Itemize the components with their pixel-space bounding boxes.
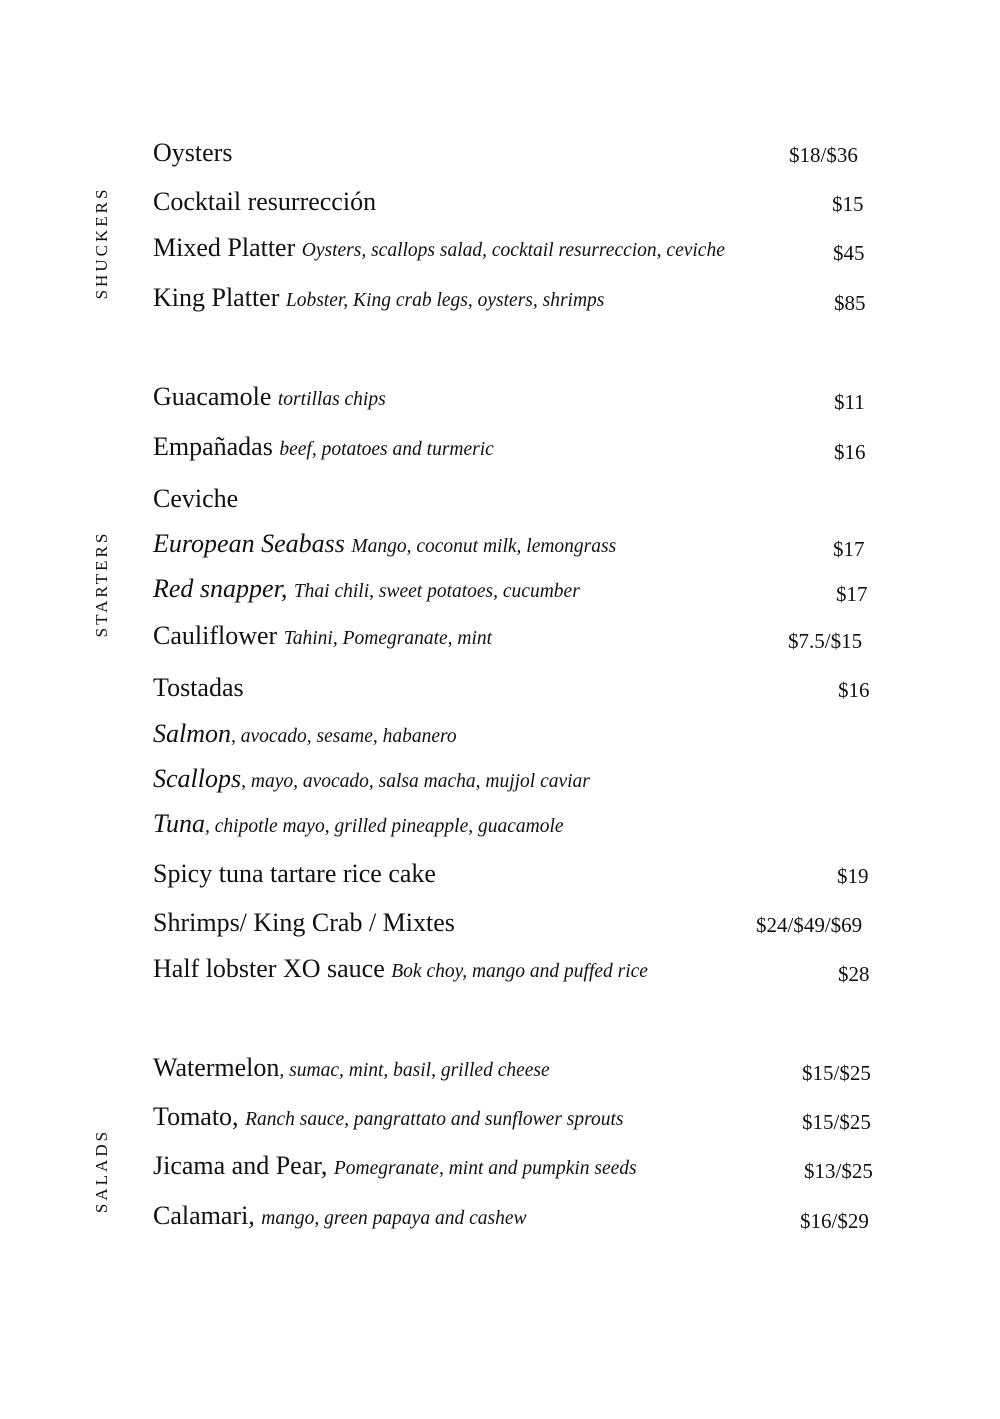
item-name-line	[153, 673, 244, 703]
item-name: Oysters	[153, 138, 233, 167]
menu-item-tomato	[0, 1103, 1000, 1143]
menu-item-calamari	[0, 1202, 1000, 1242]
menu-item-shrimps-king-crab	[0, 906, 1000, 946]
item-description: Mango, coconut milk, lemongrass	[351, 536, 617, 557]
menu-item-tostadas	[0, 671, 1000, 711]
item-name-line	[153, 529, 616, 562]
item-price: $15/$25	[802, 1061, 871, 1085]
item-name-line	[153, 233, 725, 266]
section-label-salads: SALADS	[92, 1128, 111, 1214]
item-name: Empañadas	[153, 432, 273, 461]
menu-item-scallops	[0, 765, 1000, 805]
menu-item-jicama-pear	[0, 1152, 1000, 1192]
item-price: $16	[834, 440, 866, 464]
item-name: Ceviche	[153, 484, 239, 513]
item-name-line	[153, 719, 457, 752]
item-name: Calamari,	[153, 1201, 255, 1230]
item-description: , sumac, mint, basil, grilled cheese	[279, 1060, 550, 1081]
item-price: $17	[836, 582, 868, 606]
menu-item-half-lobster	[0, 955, 1000, 995]
item-name: King Platter	[153, 283, 280, 312]
menu-item-oysters	[0, 136, 1000, 176]
menu-item-mixed-platter	[0, 234, 1000, 274]
item-name: European Seabass	[153, 529, 345, 558]
section-label-starters: STARTERS	[92, 530, 111, 638]
menu-item-ceviche	[0, 482, 1000, 522]
item-name-line	[153, 1201, 527, 1234]
item-name-line	[153, 283, 604, 316]
item-price: $13/$25	[804, 1159, 873, 1183]
menu-item-european-seabass	[0, 530, 1000, 570]
item-description: mango, green papaya and cashew	[261, 1208, 527, 1229]
menu-item-empanadas	[0, 433, 1000, 473]
item-price: $18/$36	[789, 143, 858, 167]
item-name-line	[153, 1102, 624, 1135]
item-name: Jicama and Pear,	[153, 1151, 328, 1180]
item-name-line	[153, 1151, 637, 1184]
menu-item-salmon	[0, 720, 1000, 760]
item-description: Oysters, scallops salad, cocktail resurreccion, ceviche	[301, 240, 725, 261]
item-name-line	[153, 954, 648, 987]
item-price: $19	[837, 864, 869, 888]
item-price: $7.5/$15	[788, 629, 863, 653]
item-description: Bok choy, mango and puffed rice	[391, 961, 648, 982]
item-name-line	[153, 574, 580, 607]
item-name: Tuna	[153, 809, 206, 838]
item-name: Red snapper,	[153, 574, 288, 603]
menu-item-red-snapper	[0, 575, 1000, 615]
item-price: $11	[834, 390, 865, 414]
item-description: Thai chili, sweet potatoes, cucumber	[293, 581, 580, 602]
item-price: $16/$29	[800, 1209, 869, 1233]
item-name-line	[153, 138, 232, 168]
menu-item-cocktail	[0, 185, 1000, 225]
item-name: Watermelon	[153, 1053, 280, 1082]
menu-item-spicy-tuna	[0, 857, 1000, 897]
section-label-shuckers: SHUCKERS	[92, 186, 111, 300]
item-name: Half lobster XO sauce	[153, 954, 385, 983]
item-description: Lobster, King crab legs, oysters, shrimps	[285, 290, 605, 311]
item-name: Scallops	[153, 764, 242, 793]
item-name: Cocktail resurrección	[153, 187, 377, 216]
item-name-line	[153, 621, 492, 654]
item-description: Ranch sauce, pangrattato and sunflower sprouts	[245, 1109, 624, 1130]
item-name-line	[153, 809, 564, 842]
item-name: Cauliflower	[153, 621, 278, 650]
item-name: Mixed Platter	[153, 233, 296, 262]
item-name-line	[153, 859, 436, 889]
item-description: , avocado, sesame, habanero	[231, 726, 457, 747]
item-name-line	[153, 764, 590, 797]
item-price: $16	[838, 678, 870, 702]
item-name: Spicy tuna tartare rice cake	[153, 859, 436, 888]
item-name: Salmon	[153, 719, 231, 748]
item-name-line	[153, 382, 386, 415]
item-price: $24/$49/$69	[756, 913, 863, 937]
menu-item-cauliflower	[0, 622, 1000, 662]
item-name: Tomato,	[153, 1102, 239, 1131]
item-price: $85	[834, 291, 866, 315]
item-name-line	[153, 908, 455, 938]
item-name-line	[153, 484, 238, 514]
item-description: Tahini, Pomegranate, mint	[283, 628, 493, 649]
menu-item-king-platter	[0, 284, 1000, 324]
item-name: Guacamole	[153, 382, 272, 411]
menu-item-tuna	[0, 810, 1000, 850]
menu-item-guacamole	[0, 383, 1000, 423]
item-description: Pomegranate, mint and pumpkin seeds	[333, 1158, 637, 1179]
item-description: , mayo, avocado, salsa macha, mujjol caviar	[241, 771, 590, 792]
item-price: $15	[832, 192, 864, 216]
item-description: tortillas chips	[277, 389, 386, 410]
item-name-line	[153, 432, 494, 465]
item-name-line	[153, 187, 376, 217]
item-price: $17	[833, 537, 865, 561]
item-name: Tostadas	[153, 673, 244, 702]
item-price: $28	[838, 962, 870, 986]
item-name-line	[153, 1053, 550, 1086]
item-description: , chipotle mayo, grilled pineapple, guacamole	[205, 816, 564, 837]
item-name: Shrimps/ King Crab / Mixtes	[153, 908, 455, 937]
item-description: beef, potatoes and turmeric	[279, 439, 494, 460]
menu-item-watermelon	[0, 1054, 1000, 1094]
item-price: $15/$25	[802, 1110, 871, 1134]
item-price: $45	[833, 241, 865, 265]
